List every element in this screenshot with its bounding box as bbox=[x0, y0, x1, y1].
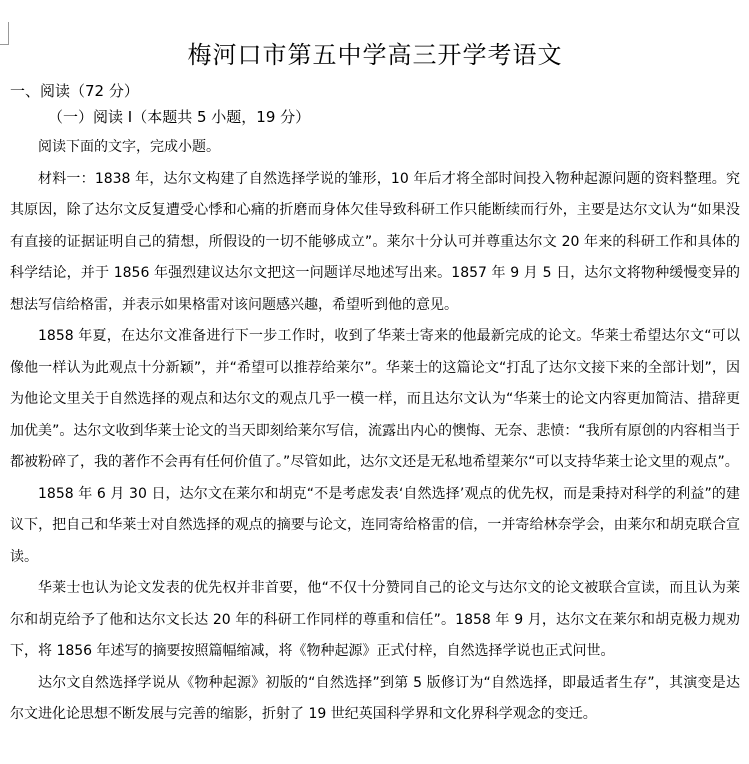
document-page bbox=[10, 0, 740, 731]
material-paragraph-1: 材料一：1838 年，达尔文构建了自然选择学说的雏形，10 年后才将全部时间投入物种起源问题的资料整理。究其原因，除了达尔文反复遭受心悸和心痛的折磨而身体欠佳导致科研工作只能断续而行外，主要是达尔文认为“如果没有直接的证据证明自己的猜想，所假设的一切不能够成立”。莱尔十分认可并尊重达尔文 20 年来的科研工作和具体的科学结论，并于 1856 年强烈建议达尔文把这一问题详尽地述写出来。1857 年 9 月 5 日，达尔文将物种缓慢变异的想法写信给格雷，并表示如果格雷对该问题感兴趣，希望听到他的意见。 bbox=[10, 170, 740, 313]
material-paragraph-2: 1858 年夏，在达尔文准备进行下一步工作时，收到了华莱士寄来的他最新完成的论文。华莱士希望达尔文“可以像他一样认为此观点十分新颖”，并“希望可以推荐给莱尔”。华莱士的这篇论文“打乱了达尔文接下来的全部计划”，因为他论文里关于自然选择的观点和达尔文的观点几乎一模一样，而且达尔文认为“华莱士的论文内容更加简洁、措辞更加优美”。达尔文收到华莱士论文的当天即刻给莱尔写信，流露出内心的懊悔、无奈、悲愤：“我所有原创的内容相当于都被粉碎了，我的著作不会再有任何价值了。”尽管如此，达尔文还是无私地希望莱尔“可以支持华莱士论文里的观点”。 bbox=[10, 328, 740, 470]
instruction-paragraph: 阅读下面的文字，完成小题。 bbox=[38, 139, 220, 155]
material-paragraph-4: 华莱士也认为论文发表的优先权并非首要，他“不仅十分赞同自己的论文与达尔文的论文被联合宣读，而且认为莱尔和胡克给予了他和达尔文长达 20 年的科研工作同样的尊重和信任”。1858 年 9 月，达尔文在莱尔和胡克极力规劝下，将 1856 年述写的摘要按照篇幅缩减，将《物种起源》正式付梓，自然选择学说也正式问世。 bbox=[10, 580, 740, 659]
material-paragraph-5: 达尔文自然选择学说从《物种起源》初版的“自然选择”到第 5 版修订为“自然选择，即最适者生存”，其演变是达尔文进化论思想不断发展与完善的缩影，折射了 19 世纪英国科学界和文化界科学观念的变迁。 bbox=[10, 674, 740, 722]
section-heading-reading: 一、阅读（72 分） bbox=[10, 82, 139, 100]
document-title: 梅河口市第五中学高三开学考语文 bbox=[187, 41, 563, 69]
page-corner-mark bbox=[0, 22, 9, 45]
material-paragraph-3: 1858 年 6 月 30 日，达尔文在莱尔和胡克“不是考虑发表‘自然选择’观点的优先权，而是秉持对科学的利益”的建议下，把自己和华莱士对自然选择的观点的摘要与论文，连同寄给格雷的信，一并寄给林奈学会，由莱尔和胡克联合宣读。 bbox=[10, 485, 740, 565]
subsection-heading-reading-1: （一）阅读 I（本题共 5 小题，19 分） bbox=[48, 108, 311, 126]
